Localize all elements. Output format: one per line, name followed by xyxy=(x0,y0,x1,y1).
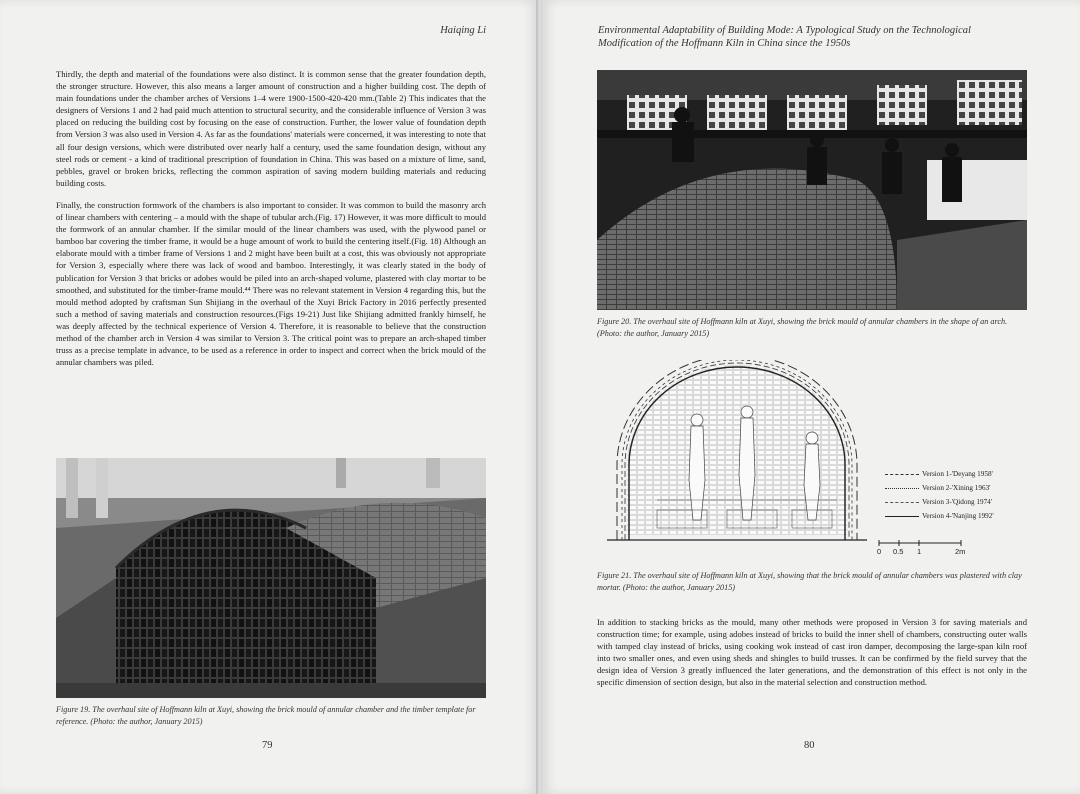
left-page-number: 79 xyxy=(262,740,273,751)
figure-19-illustration xyxy=(56,458,486,698)
legend-label-version-2: Version 2-'Xining 1963' xyxy=(922,484,991,492)
legend-label-version-3: Version 3-'Qidong 1974' xyxy=(922,498,993,506)
figure-20-illustration xyxy=(597,70,1027,310)
legend-label-version-1: Version 1-'Deyang 1958' xyxy=(922,470,993,478)
scale-label-1: 1 xyxy=(917,547,922,556)
scale-label-0: 0 xyxy=(877,547,882,556)
right-running-head: Environmental Adaptability of Building Mode: A Typological Study on the Technological Modification of the Hoffmann Kiln in China since the 1950s xyxy=(598,25,971,49)
right-page-number: 80 xyxy=(804,740,815,751)
figure-21-section-drawing xyxy=(597,360,1027,565)
legend-line-short-dash xyxy=(885,488,919,489)
legend-line-solid xyxy=(885,516,919,517)
scale-label-0-5: 0.5 xyxy=(893,547,904,556)
figure-19-photo xyxy=(56,458,486,698)
left-page xyxy=(0,0,538,794)
paragraph-foundations: Thirdly, the depth and material of the foundations were also distinct. It is common sense that the greater foundation depth, the stronger structure. However, this also means a larger amount of construction and a higher building cost. The depth of main foundations under the chamber arches of Versions 1–4 were 1900-1500-420-420 mm.(Table 2) This indicates that the designers of Versions 1 and 2 had paid much attention to structural security, and the considerable influence of Version 3 was placed on reducing the building cost by focusing on the ease of construction. Further, the lower value of foundation depth from Version 3 was also used in Version 4. As far as the foundations' materials were concerned, it was interesting to note that all four design versions, which were distributed over nearly half a century, used the same foundation design, without any steel rods or cement - a kind of traditional prescription of foundation in China. This was based on a mixture of lime, sand, pebbles, gravel or broken bricks, reflecting the common aspiration of saving modern building materials and reducing building costs. xyxy=(56,69,486,188)
legend-line-dash xyxy=(885,502,919,503)
figure-19-caption: Figure 19. The overhaul site of Hoffmann kiln at Xuyi, showing the brick mould of annular chamber and the timber template for reference. (Photo: the author, January 2015) xyxy=(56,705,476,726)
figure-21-diagram xyxy=(597,360,1027,565)
legend-version-3 xyxy=(885,498,992,506)
legend-version-1 xyxy=(885,470,993,478)
left-running-head: Haiqing Li xyxy=(440,25,486,36)
right-body-text xyxy=(597,616,1027,699)
legend-label-version-4: Version 4-'Nanjing 1992' xyxy=(922,512,994,520)
left-body-text xyxy=(56,68,486,378)
paragraph-version-3-methods: In addition to stacking bricks as the mould, many other methods were proposed in Version 3 for saving materials and construction time; for example, using adobes instead of bricks to build the inner shell of chambers, constructing outer walls with tamped clay instead of bricks, using cooking wok instead of cast iron damper, decomposing the large-span kiln roof into two smaller ones, and even using sheds and shingles to build trusses. It can be confirmed by the field survey that the design idea of Version 3 greatly influenced the later generations, and the demonstration of this effect is not only in the specific dimension of section design, but also in the material selection and construction method. xyxy=(597,617,1027,688)
legend-version-2 xyxy=(885,484,990,492)
legend-line-long-dash xyxy=(885,474,919,475)
paragraph-formwork: Finally, the construction formwork of the chambers is also important to consider. It was common to build the masonry arch of linear chambers with centering – a mould with the shape of tubular arch.(Fig. 17) However, it was more difficult to mould the formwork of an annular chamber. If the similar mould of the linear chambers was used, with the plywood panel or bamboo bar covering the timber frame, it would be a huge amount of work to build the centering itself.(Fig. 18) Although an elaborate mould with a timber frame of Versions 1 and 2 might have been built at a cost, this was obviously not appropriate for Version 3, especially where there was lack of wood and bamboo. Interestingly, it was clearly stated in the body of publication for Version 3 that bricks or adobes would be piled into an arch-shaped volume, plastered with clay mortar to be smoothed, and substituted for the timber-frame mould.⁴⁴ There was no relevant statement in Version 4 regarding this, but the mould method adopted by craftsman Sun Shijiang in the overhaul of the Xuyi Brick Factory in 2016 perfectly presented such a method of saving materials and construction resources.(Figs 19-21) Just like Shijiang admitted frankly himself, he was deeply affected by the technical experience of Version 4. Therefore, it is reasonable to believe that the construction method of the chamber arch in Version 4 was similar to Version 3. The critical point was to prepare an arch-shaped timber truss as a precise template in advance, to be used as a reference in order to inspect and correct when the brick mould of the annular chambers was piled. xyxy=(56,199,486,368)
figure-20-caption: Figure 20. The overhaul site of Hoffmann kiln at Xuyi, showing the brick mould of annular chambers in the shape of an arch. (Photo: the author, January 2015) xyxy=(597,317,1008,338)
figure-20-photo xyxy=(597,70,1027,310)
legend-version-4 xyxy=(885,512,994,520)
figure-21-caption: Figure 21. The overhaul site of Hoffmann kiln at Xuyi, showing that the brick mould of annular chambers was plastered with clay mortar. (Photo: the author, January 2015) xyxy=(597,571,1022,592)
scale-label-2m: 2m xyxy=(955,547,966,556)
right-page xyxy=(542,0,1080,794)
